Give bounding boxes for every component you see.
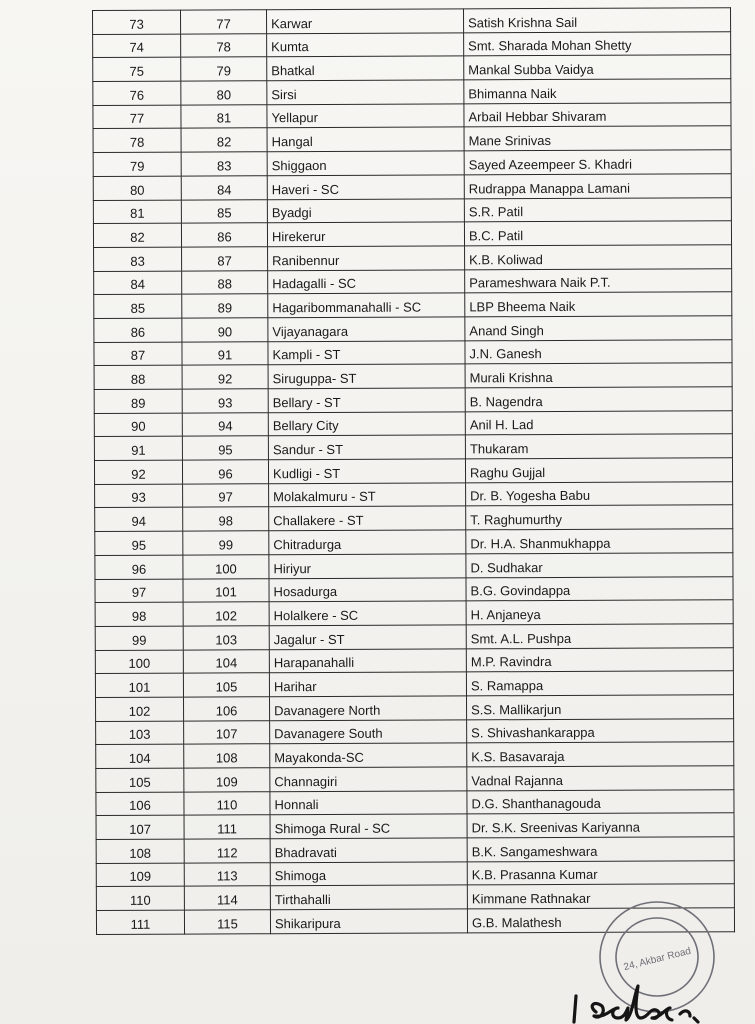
- table-row: [94, 387, 732, 413]
- serial-number-cell: 75: [93, 57, 181, 81]
- candidate-name-cell: Dr. S.K. Sreenivas Kariyanna: [467, 813, 734, 838]
- serial-number-cell: 82: [93, 223, 181, 247]
- table-row: [94, 410, 732, 436]
- serial-number-cell: 111: [96, 910, 184, 934]
- constituency-name-cell: Shimoga Rural - SC: [270, 814, 467, 839]
- constituency-number-cell: 86: [181, 223, 267, 247]
- constituency-number-cell: 82: [181, 128, 267, 152]
- table-row: [93, 197, 731, 223]
- candidate-name-cell: K.B. Prasanna Kumar: [467, 860, 734, 885]
- candidate-name-cell: Anand Singh: [465, 316, 732, 341]
- constituency-number-cell: 79: [181, 57, 267, 81]
- table-row: [95, 695, 733, 721]
- constituency-number-cell: 90: [182, 318, 268, 342]
- candidate-name-cell: B. Nagendra: [465, 387, 732, 412]
- serial-number-cell: 87: [94, 342, 182, 366]
- candidate-name-cell: Dr. B. Yogesha Babu: [466, 481, 733, 506]
- table-row: [93, 174, 731, 200]
- serial-number-cell: 74: [93, 34, 181, 58]
- serial-number-cell: 89: [94, 389, 182, 413]
- constituency-name-cell: Bhatkal: [267, 56, 464, 81]
- constituency-name-cell: Hagaribommanahalli - SC: [268, 293, 465, 318]
- constituency-name-cell: Bellary City: [268, 412, 465, 437]
- candidate-name-cell: Raghu Gujjal: [465, 458, 732, 483]
- candidate-name-cell: Parameshwara Naik P.T.: [465, 268, 732, 293]
- serial-number-cell: 103: [96, 721, 184, 745]
- candidate-name-cell: B.G. Govindappa: [466, 576, 733, 601]
- handwritten-signature: [566, 978, 751, 1024]
- serial-number-cell: 81: [93, 200, 181, 224]
- constituency-number-cell: 112: [184, 839, 270, 863]
- constituency-name-cell: Sandur - ST: [268, 435, 465, 460]
- candidate-name-cell: G.B. Malathesh: [467, 908, 734, 933]
- table-row: [94, 363, 732, 389]
- constituency-name-cell: Vijayanagara: [268, 317, 465, 342]
- constituency-number-cell: 104: [183, 649, 269, 673]
- constituency-name-cell: Karwar: [267, 9, 464, 34]
- constituency-number-cell: 89: [182, 294, 268, 318]
- constituency-name-cell: Davanagere South: [270, 719, 467, 744]
- constituency-name-cell: Hosadurga: [269, 577, 466, 602]
- candidate-name-cell: J.N. Ganesh: [465, 339, 732, 364]
- candidate-name-cell: D. Sudhakar: [466, 553, 733, 578]
- serial-number-cell: 88: [94, 365, 182, 389]
- table-row: [96, 813, 734, 839]
- candidate-name-cell: Vadnal Rajanna: [467, 766, 734, 791]
- serial-number-cell: 85: [94, 294, 182, 318]
- table-row: [93, 55, 731, 81]
- table-row: [96, 837, 734, 863]
- serial-number-cell: 92: [94, 460, 182, 484]
- candidate-name-cell: B.C. Patil: [464, 221, 731, 246]
- candidate-table-body: [93, 8, 735, 935]
- constituency-name-cell: Yellapur: [267, 104, 464, 129]
- constituency-number-cell: 88: [182, 270, 268, 294]
- serial-number-cell: 100: [95, 650, 183, 674]
- constituency-name-cell: Ranibennur: [268, 246, 465, 271]
- serial-number-cell: 105: [96, 768, 184, 792]
- table-row: [93, 79, 731, 105]
- serial-number-cell: 99: [95, 626, 183, 650]
- table-row: [93, 102, 731, 128]
- serial-number-cell: 78: [93, 129, 181, 153]
- candidate-name-cell: D.G. Shanthanagouda: [467, 789, 734, 814]
- constituency-number-cell: 80: [181, 81, 267, 105]
- table-row: [93, 126, 731, 152]
- serial-number-cell: 86: [94, 318, 182, 342]
- table-row: [93, 31, 731, 57]
- constituency-number-cell: 96: [182, 460, 268, 484]
- constituency-number-cell: 83: [181, 152, 267, 176]
- constituency-number-cell: 77: [181, 10, 267, 34]
- candidate-name-cell: T. Raghumurthy: [466, 505, 733, 530]
- table-row: [94, 245, 732, 271]
- constituency-name-cell: Harihar: [269, 672, 466, 697]
- serial-number-cell: 84: [94, 271, 182, 295]
- constituency-number-cell: 113: [184, 862, 270, 886]
- candidate-name-cell: Rudrappa Manappa Lamani: [464, 174, 731, 199]
- table-row: [95, 647, 733, 673]
- candidate-name-cell: Murali Krishna: [465, 363, 732, 388]
- table-row: [95, 576, 733, 602]
- constituency-number-cell: 91: [182, 341, 268, 365]
- table-row: [96, 766, 734, 792]
- table-row: [93, 221, 731, 247]
- constituency-number-cell: 87: [182, 247, 268, 271]
- serial-number-cell: 96: [95, 555, 183, 579]
- candidate-name-cell: B.K. Sangameshwara: [467, 837, 734, 862]
- constituency-number-cell: 105: [183, 673, 269, 697]
- table-row: [96, 718, 734, 744]
- table-row: [95, 553, 733, 579]
- candidate-name-cell: K.S. Basavaraja: [467, 742, 734, 767]
- serial-number-cell: 77: [93, 105, 181, 129]
- constituency-number-cell: 114: [184, 886, 270, 910]
- constituency-number-cell: 99: [183, 531, 269, 555]
- constituency-number-cell: 94: [182, 412, 268, 436]
- constituency-number-cell: 107: [184, 720, 270, 744]
- constituency-number-cell: 108: [184, 744, 270, 768]
- candidate-name-cell: Anil H. Lad: [465, 410, 732, 435]
- serial-number-cell: 110: [96, 887, 184, 911]
- serial-number-cell: 93: [95, 484, 183, 508]
- table-row: [95, 529, 733, 555]
- constituency-name-cell: Bellary - ST: [268, 388, 465, 413]
- table-row: [95, 505, 733, 531]
- constituency-name-cell: Holalkere - SC: [269, 601, 466, 626]
- serial-number-cell: 108: [96, 839, 184, 863]
- constituency-number-cell: 97: [183, 483, 269, 507]
- constituency-name-cell: Sirsi: [267, 80, 464, 105]
- candidate-name-cell: Sayed Azeempeer S. Khadri: [464, 150, 731, 175]
- constituency-name-cell: Kudligi - ST: [268, 459, 465, 484]
- serial-number-cell: 79: [93, 152, 181, 176]
- table-row: [94, 268, 732, 294]
- serial-number-cell: 90: [94, 413, 182, 437]
- constituency-name-cell: Hangal: [267, 127, 464, 152]
- table-row: [96, 860, 734, 886]
- constituency-name-cell: Tirthahalli: [270, 885, 467, 910]
- constituency-name-cell: Molakalmuru - ST: [269, 483, 466, 508]
- constituency-number-cell: 110: [184, 791, 270, 815]
- candidate-name-cell: Arbail Hebbar Shivaram: [464, 102, 731, 127]
- constituency-name-cell: Haveri - SC: [267, 175, 464, 200]
- constituency-name-cell: Honnali: [270, 791, 467, 816]
- constituency-name-cell: Bhadravati: [270, 838, 467, 863]
- constituency-name-cell: Shiggaon: [267, 151, 464, 176]
- constituency-name-cell: Challakere - ST: [269, 506, 466, 531]
- constituency-number-cell: 81: [181, 104, 267, 128]
- serial-number-cell: 98: [95, 602, 183, 626]
- constituency-number-cell: 84: [181, 176, 267, 200]
- constituency-number-cell: 98: [183, 507, 269, 531]
- constituency-name-cell: Harapanahalli: [269, 648, 466, 673]
- serial-number-cell: 104: [96, 744, 184, 768]
- constituency-number-cell: 106: [183, 697, 269, 721]
- table-row: [94, 458, 732, 484]
- table-row: [95, 600, 733, 626]
- serial-number-cell: 109: [96, 863, 184, 887]
- table-row: [94, 316, 732, 342]
- constituency-number-cell: 92: [182, 365, 268, 389]
- candidate-name-cell: S.S. Mallikarjun: [466, 695, 733, 720]
- serial-number-cell: 95: [95, 531, 183, 555]
- serial-number-cell: 80: [93, 176, 181, 200]
- constituency-number-cell: 102: [183, 602, 269, 626]
- constituency-name-cell: Kumta: [267, 33, 464, 58]
- table-row: [94, 339, 732, 365]
- constituency-name-cell: Mayakonda-SC: [270, 743, 467, 768]
- table-row: [96, 789, 734, 815]
- constituency-name-cell: Channagiri: [270, 767, 467, 792]
- serial-number-cell: 94: [95, 508, 183, 532]
- constituency-name-cell: Shimoga: [270, 862, 467, 887]
- candidate-name-cell: Kimmane Rathnakar: [467, 884, 734, 909]
- constituency-number-cell: 95: [182, 436, 268, 460]
- serial-number-cell: 91: [94, 436, 182, 460]
- candidate-name-cell: S. Ramappa: [466, 671, 733, 696]
- table-row: [95, 671, 733, 697]
- constituency-number-cell: 111: [184, 815, 270, 839]
- constituency-name-cell: Shikaripura: [270, 909, 467, 934]
- candidate-name-cell: Mane Srinivas: [464, 126, 731, 151]
- serial-number-cell: 107: [96, 815, 184, 839]
- candidate-table: [92, 7, 735, 935]
- constituency-number-cell: 103: [183, 626, 269, 650]
- constituency-name-cell: Siruguppa- ST: [268, 364, 465, 389]
- serial-number-cell: 73: [93, 10, 181, 34]
- candidate-name-cell: Smt. Sharada Mohan Shetty: [464, 31, 731, 56]
- candidate-name-cell: Bhimanna Naik: [464, 79, 731, 104]
- candidate-name-cell: S. Shivashankarappa: [467, 718, 734, 743]
- serial-number-cell: 97: [95, 579, 183, 603]
- table-row: [95, 481, 733, 507]
- candidate-name-cell: LBP Bheema Naik: [465, 292, 732, 317]
- constituency-name-cell: Byadgi: [267, 198, 464, 223]
- constituency-name-cell: Hiriyur: [269, 554, 466, 579]
- seal-text: 24, Akbar Road: [622, 945, 693, 974]
- candidate-name-cell: K.B. Koliwad: [465, 245, 732, 270]
- candidate-name-cell: Smt. A.L. Pushpa: [466, 624, 733, 649]
- candidate-name-cell: Dr. H.A. Shanmukhappa: [466, 529, 733, 554]
- constituency-name-cell: Davanagere North: [269, 696, 466, 721]
- constituency-name-cell: Kampli - ST: [268, 341, 465, 366]
- table-row: [95, 624, 733, 650]
- serial-number-cell: 101: [95, 673, 183, 697]
- constituency-number-cell: 115: [184, 910, 270, 934]
- table-row: [93, 150, 731, 176]
- candidate-name-cell: Satish Krishna Sail: [463, 8, 730, 33]
- constituency-name-cell: Jagalur - ST: [269, 625, 466, 650]
- constituency-name-cell: Chitradurga: [269, 530, 466, 555]
- candidate-name-cell: Mankal Subba Vaidya: [464, 55, 731, 80]
- constituency-name-cell: Hadagalli - SC: [268, 269, 465, 294]
- constituency-number-cell: 85: [181, 199, 267, 223]
- table-row: [94, 434, 732, 460]
- candidate-name-cell: M.P. Ravindra: [466, 647, 733, 672]
- candidate-name-cell: H. Anjaneya: [466, 600, 733, 625]
- serial-number-cell: 102: [95, 697, 183, 721]
- serial-number-cell: 106: [96, 792, 184, 816]
- table-row: [93, 8, 731, 34]
- candidate-name-cell: Thukaram: [465, 434, 732, 459]
- constituency-number-cell: 78: [181, 33, 267, 57]
- table-row: [96, 742, 734, 768]
- candidate-name-cell: S.R. Patil: [464, 197, 731, 222]
- constituency-number-cell: 93: [182, 389, 268, 413]
- serial-number-cell: 83: [94, 247, 182, 271]
- table-row: [94, 292, 732, 318]
- constituency-name-cell: Hirekerur: [267, 222, 464, 247]
- constituency-number-cell: 109: [184, 768, 270, 792]
- constituency-number-cell: 101: [183, 578, 269, 602]
- serial-number-cell: 76: [93, 81, 181, 105]
- constituency-number-cell: 100: [183, 555, 269, 579]
